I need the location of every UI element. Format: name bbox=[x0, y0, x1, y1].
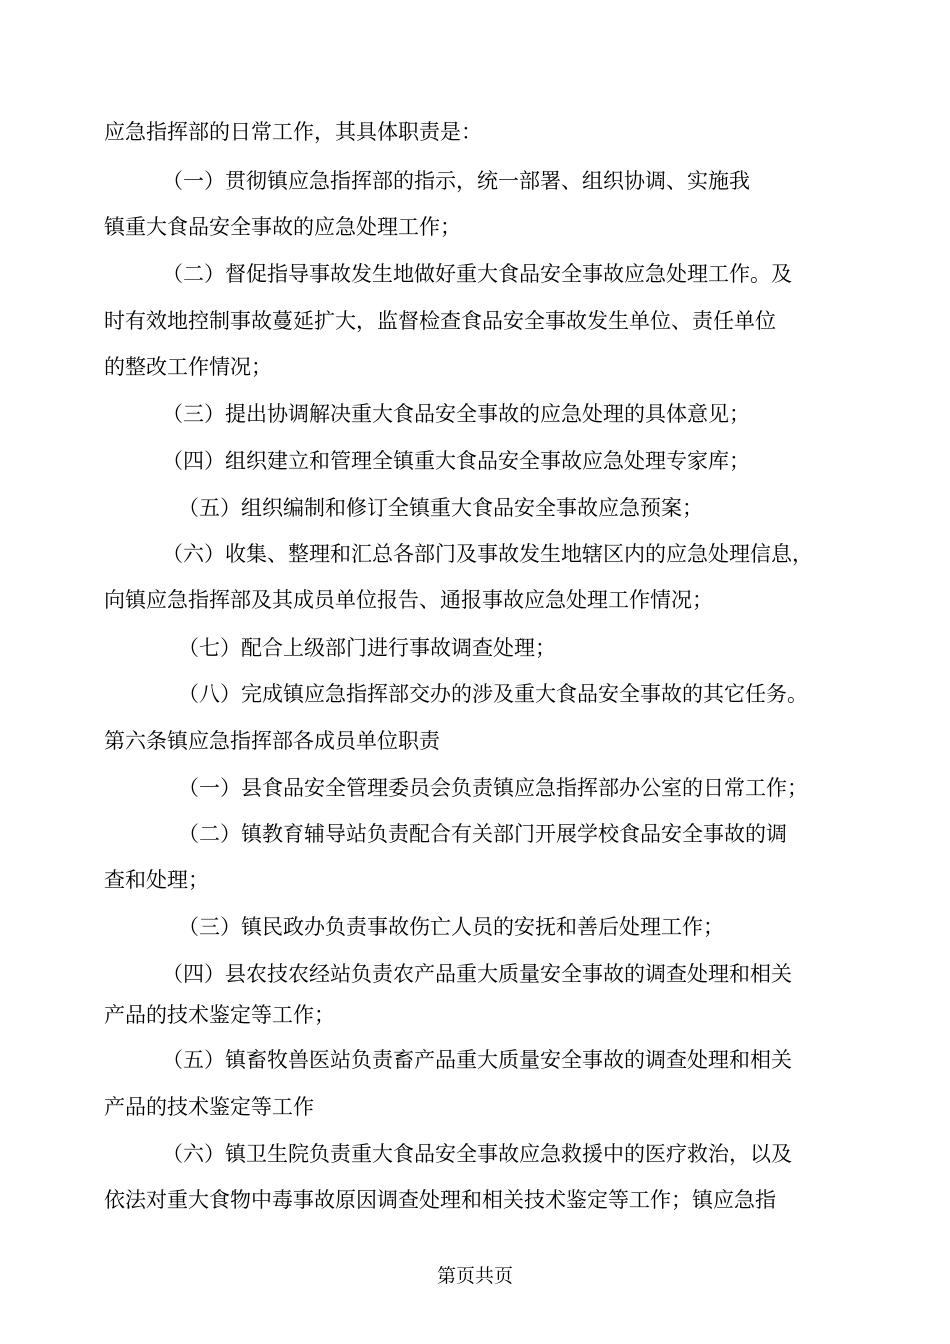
text-line-9: （五）组织编制和修订全镇重大食品安全事故应急预案； bbox=[178, 496, 703, 520]
text-line-16: （二）镇教育辅导站负责配合有关部门开展学校食品安全事故的调 bbox=[178, 822, 787, 846]
text-line-20: 产品的技术鉴定等工作； bbox=[104, 1003, 335, 1027]
text-line-10: （六）收集、整理和汇总各部门及事故发生地辖区内的应急处理信息， bbox=[162, 542, 813, 566]
text-line-17: 查和处理； bbox=[104, 868, 209, 892]
text-line-1: 应急指挥部的日常工作，其具体职责是： bbox=[104, 120, 482, 144]
text-line-14: 第六条镇应急指挥部各成员单位职责 bbox=[104, 729, 440, 753]
text-line-8: （四）组织建立和管理全镇重大食品安全事故应急处理专家库； bbox=[162, 449, 750, 473]
text-line-18: （三）镇民政办负责事故伤亡人员的安抚和善后处理工作； bbox=[178, 915, 724, 939]
text-line-12: （七）配合上级部门进行事故调查处理； bbox=[178, 636, 556, 660]
text-line-7: （三）提出协调解决重大食品安全事故的应急处理的具体意见； bbox=[162, 402, 750, 426]
text-line-6: 的整改工作情况； bbox=[104, 355, 272, 379]
text-line-4: （二）督促指导事故发生地做好重大食品安全事故应急处理工作。及 bbox=[162, 262, 792, 286]
text-line-21: （五）镇畜牧兽医站负责畜产品重大质量安全事故的调查处理和相关 bbox=[162, 1048, 792, 1072]
text-line-2: （一）贯彻镇应急指挥部的指示，统一部署、组织协调、实施我 bbox=[162, 169, 750, 193]
text-line-22: 产品的技术鉴定等工作 bbox=[104, 1095, 314, 1119]
text-line-19: （四）县农技农经站负责农产品重大质量安全事故的调查处理和相关 bbox=[162, 962, 792, 986]
text-line-11: 向镇应急指挥部及其成员单位报告、通报事故应急处理工作情况； bbox=[104, 588, 713, 612]
page-footer: 第页共页 bbox=[436, 1265, 513, 1287]
text-line-24: 依法对重大食物中毒事故原因调查处理和相关技术鉴定等工作；镇应急指 bbox=[104, 1188, 776, 1212]
text-line-13: （八）完成镇应急指挥部交办的涉及重大食品安全事故的其它任务。 bbox=[178, 682, 808, 706]
text-line-23: （六）镇卫生院负责重大食品安全事故应急救援中的医疗救治，以及 bbox=[162, 1142, 792, 1166]
text-line-5: 时有效地控制事故蔓延扩大，监督检查食品安全事故发生单位、责任单位 bbox=[104, 309, 776, 333]
text-line-15: （一）县食品安全管理委员会负责镇应急指挥部办公室的日常工作； bbox=[178, 776, 808, 800]
text-line-3: 镇重大食品安全事故的应急处理工作； bbox=[104, 215, 461, 239]
